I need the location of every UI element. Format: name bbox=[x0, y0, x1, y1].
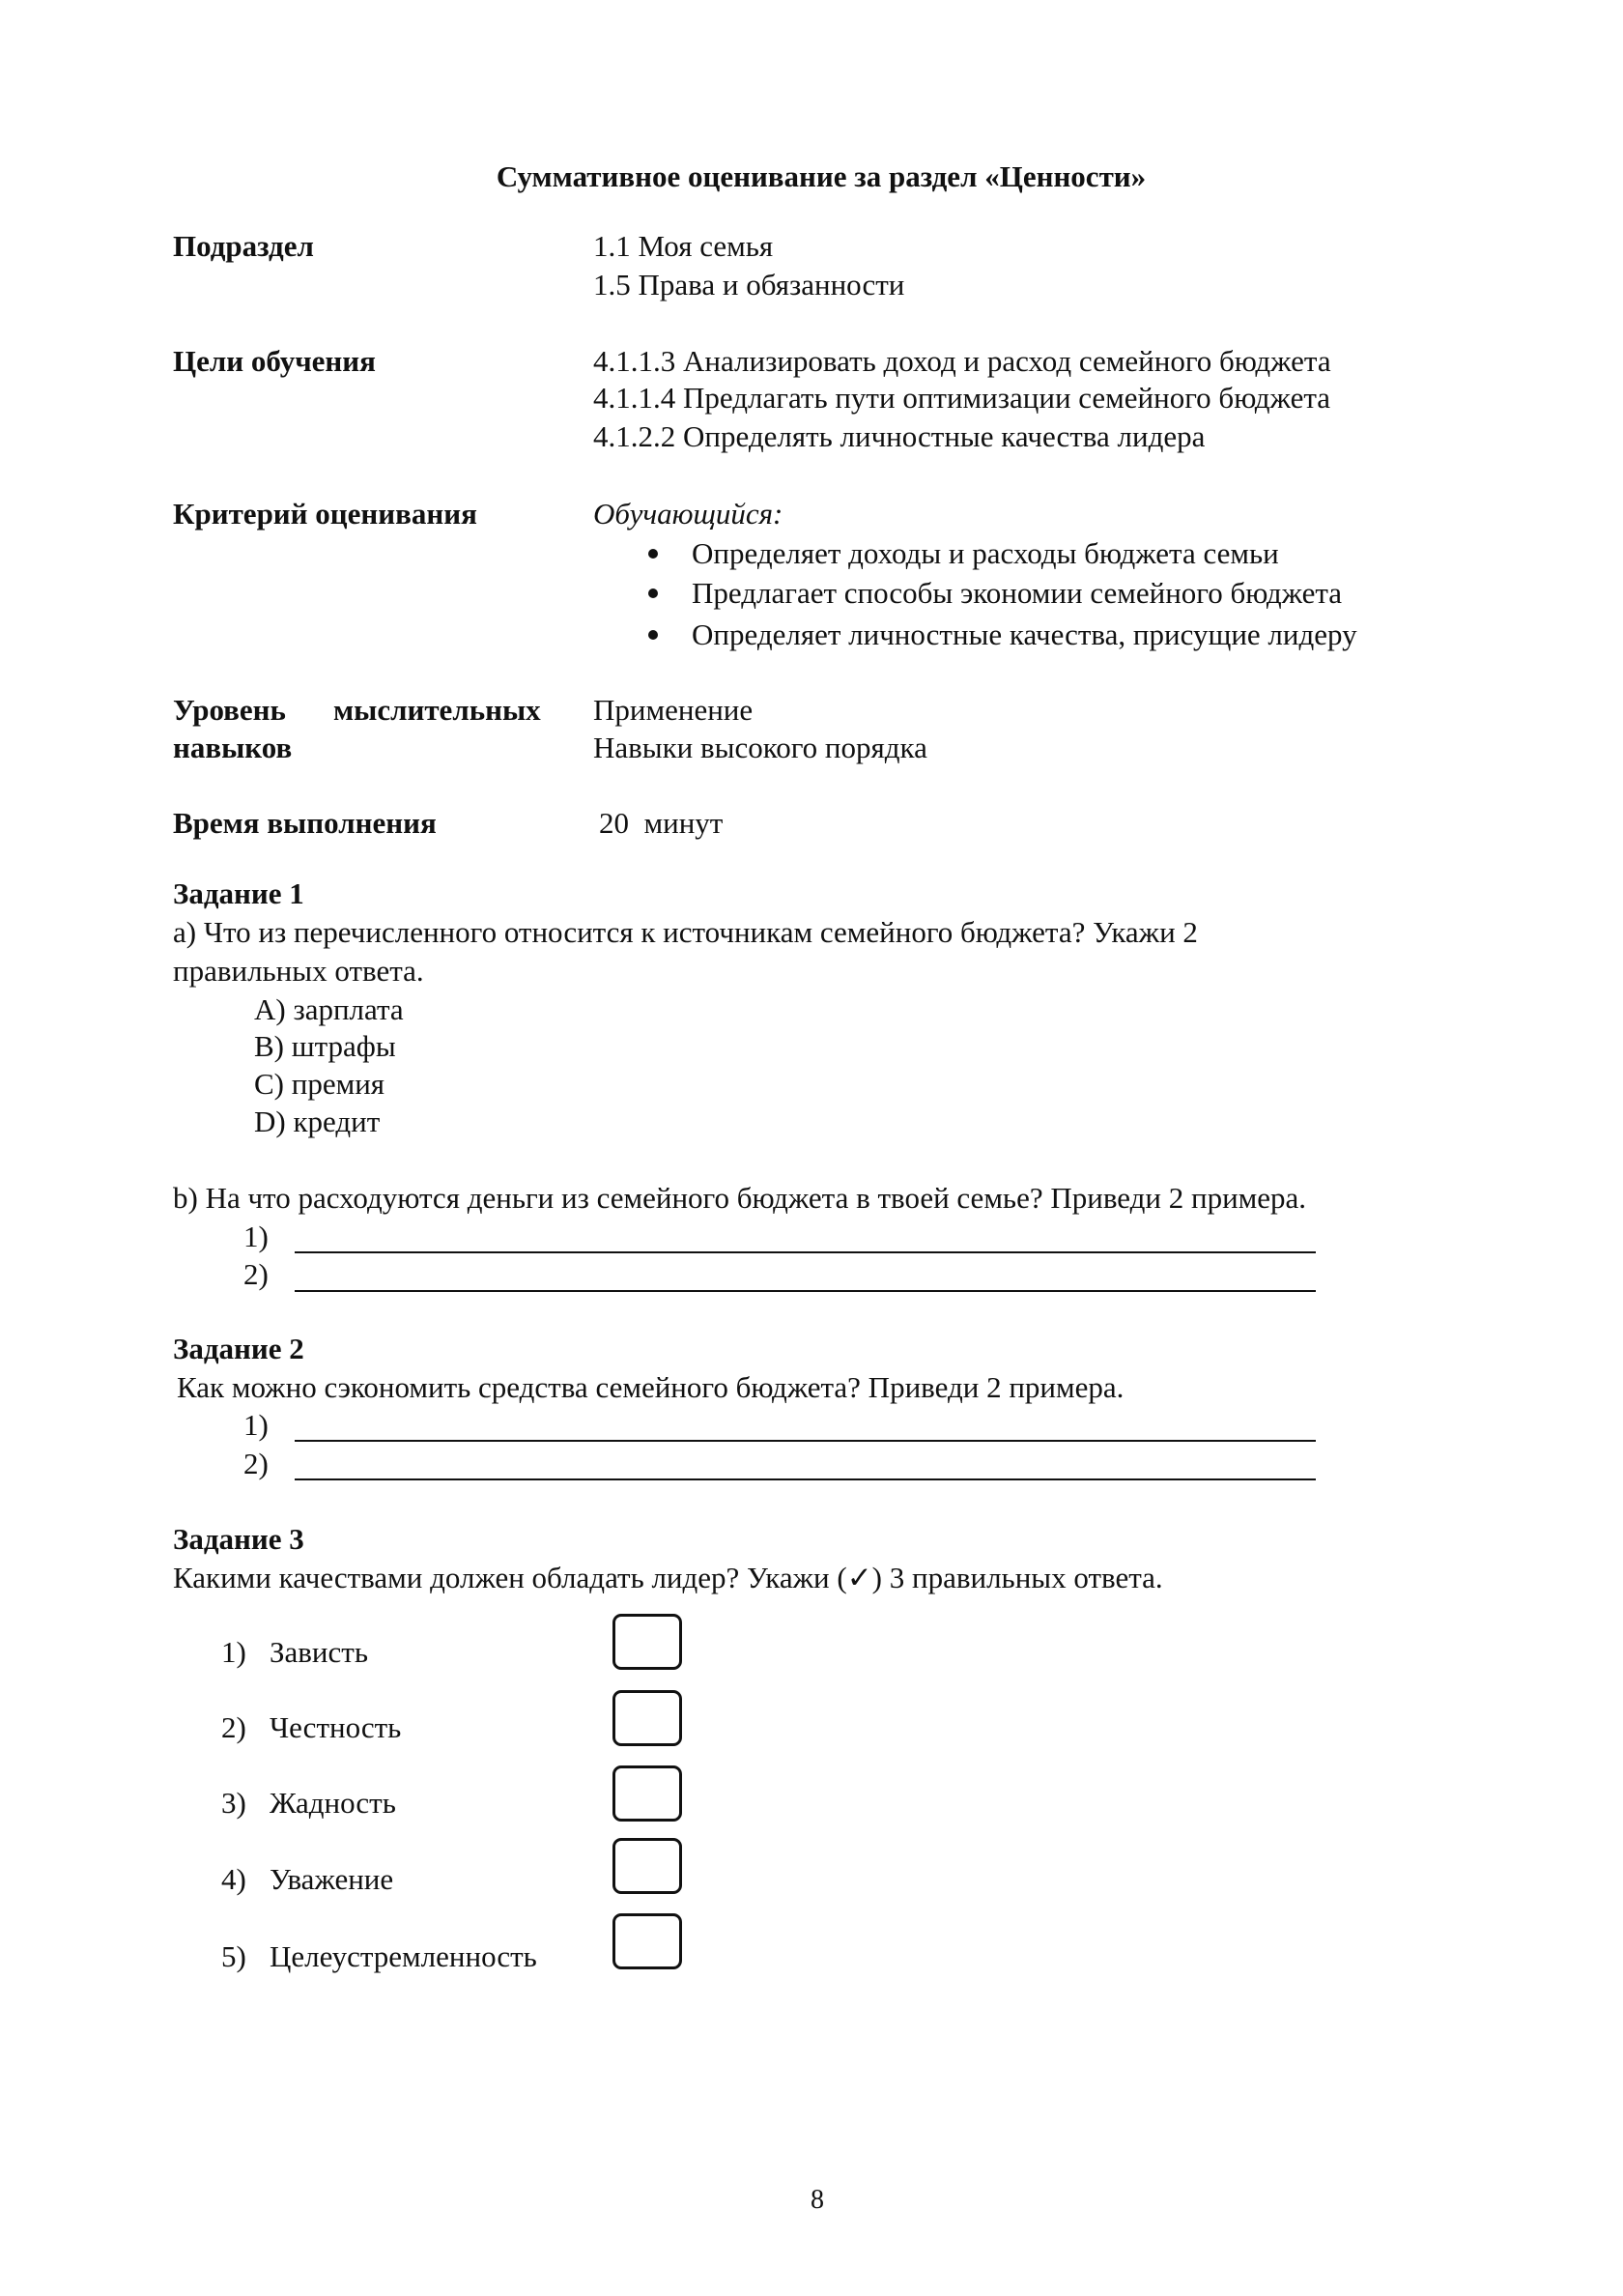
criterion-2: Предлагает способы экономии семейного бюджета bbox=[692, 576, 1343, 610]
option-d[interactable]: D) кредит bbox=[254, 1105, 381, 1138]
time-value: 20 минут bbox=[599, 806, 724, 840]
item-number: 5) bbox=[221, 1939, 246, 1973]
task1-a-line2: правильных ответа. bbox=[173, 954, 424, 988]
goal-2: 4.1.1.4 Предлагать пути оптимизации семейного бюджета bbox=[593, 381, 1331, 415]
answer-number: 1) bbox=[243, 1220, 269, 1253]
answer-line[interactable] bbox=[295, 1290, 1316, 1292]
checkbox[interactable] bbox=[612, 1913, 682, 1969]
goal-3: 4.1.2.2 Определять личностные качества лидера bbox=[593, 419, 1206, 453]
checkbox[interactable] bbox=[612, 1690, 682, 1746]
criteria-label: Критерий оценивания bbox=[173, 497, 477, 531]
option-c[interactable]: C) премия bbox=[254, 1067, 385, 1101]
goal-1: 4.1.1.3 Анализировать доход и расход семейного бюджета bbox=[593, 344, 1331, 378]
task2-question: Как можно сэкономить средства семейного бюджета? Приведи 2 примера. bbox=[177, 1370, 1125, 1404]
task1-b-question: b) На что расходуются деньги из семейного бюджета в твоей семье? Приведи 2 примера. bbox=[173, 1181, 1307, 1215]
item-label: Жадность bbox=[270, 1786, 396, 1820]
criterion-3: Определяет личностные качества, присущие лидеру bbox=[692, 617, 1357, 651]
level-1: Применение bbox=[593, 693, 754, 727]
answer-line[interactable] bbox=[295, 1478, 1316, 1480]
task1-heading: Задание 1 bbox=[173, 876, 304, 910]
level-label-word1: Уровень bbox=[173, 693, 286, 727]
bullet-icon bbox=[648, 549, 658, 559]
page-number: 8 bbox=[811, 2185, 824, 2215]
criterion-1: Определяет доходы и расходы бюджета семьи bbox=[692, 536, 1279, 570]
answer-line[interactable] bbox=[295, 1440, 1316, 1442]
subsection-label: Подраздел bbox=[173, 229, 314, 263]
task2-heading: Задание 2 bbox=[173, 1332, 304, 1365]
answer-number: 2) bbox=[243, 1257, 269, 1291]
item-label: Зависть bbox=[270, 1635, 368, 1669]
item-label: Уважение bbox=[270, 1862, 394, 1896]
level-label-word2: мыслительных bbox=[333, 693, 541, 727]
subsection-2: 1.5 Права и обязанности bbox=[593, 268, 905, 301]
task1-a-line1: а) Что из перечисленного относится к источникам семейного бюджета? Укажи 2 bbox=[173, 915, 1198, 949]
answer-number: 1) bbox=[243, 1408, 269, 1442]
answer-number: 2) bbox=[243, 1447, 269, 1480]
option-b[interactable]: B) штрафы bbox=[254, 1029, 396, 1063]
subsection-1: 1.1 Моя семья bbox=[593, 229, 774, 263]
bullet-icon bbox=[648, 630, 658, 640]
level-label-word3: навыков bbox=[173, 731, 293, 764]
item-number: 3) bbox=[221, 1786, 246, 1820]
option-a[interactable]: A) зарплата bbox=[254, 992, 404, 1026]
task3-question: Какими качествами должен обладать лидер? Укажи (✓) 3 правильных ответа. bbox=[173, 1561, 1163, 1594]
task3-heading: Задание 3 bbox=[173, 1522, 304, 1556]
bullet-icon bbox=[648, 588, 658, 598]
item-number: 4) bbox=[221, 1862, 246, 1896]
criteria-intro: Обучающийся: bbox=[593, 497, 783, 531]
time-label: Время выполнения bbox=[173, 806, 437, 840]
answer-line[interactable] bbox=[295, 1251, 1316, 1253]
checkbox[interactable] bbox=[612, 1838, 682, 1894]
goals-label: Цели обучения bbox=[173, 344, 376, 378]
page-title: Суммативное оценивание за раздел «Ценности» bbox=[496, 159, 1147, 193]
checkbox[interactable] bbox=[612, 1614, 682, 1670]
item-label: Честность bbox=[270, 1710, 402, 1744]
level-2: Навыки высокого порядка bbox=[593, 731, 927, 764]
item-label: Целеустремленность bbox=[270, 1939, 537, 1973]
item-number: 1) bbox=[221, 1635, 246, 1669]
item-number: 2) bbox=[221, 1710, 246, 1744]
checkbox[interactable] bbox=[612, 1765, 682, 1822]
